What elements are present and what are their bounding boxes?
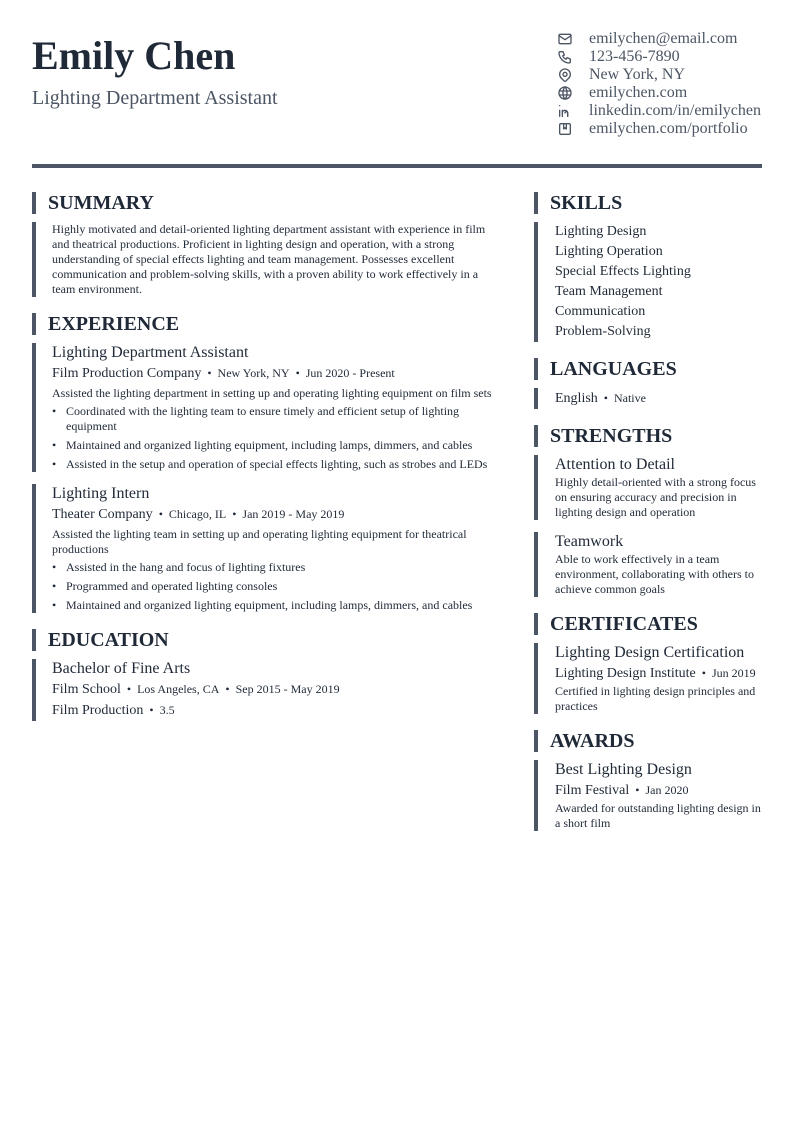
contact-location (557, 66, 777, 84)
contact-email-text: emilychen@email.com (589, 30, 738, 47)
job-company: Film Production Company (52, 366, 202, 381)
list-item: • Assisted in the setup and operation of special effects lighting, such as strobes and LEDs (52, 457, 498, 472)
list-item: Special Effects Lighting (555, 264, 691, 279)
job-meta (52, 363, 498, 384)
education-school: Film School (52, 682, 121, 697)
certificate-entry (534, 643, 762, 714)
separator-dot: • (295, 366, 300, 380)
education-field-row (52, 700, 498, 721)
contact-linkedin[interactable] (557, 102, 777, 120)
summary-text: Highly motivated and detail-oriented lighting department assistant with experience in film and theatrical productions. Proficient in lighting design and operation, with a strong understanding of special effects lighting and team management. Possesses excellent communication and problem-solving skills, with a proven ability to work effectively in a team environment. (52, 222, 486, 296)
job-position: Lighting Intern (52, 485, 150, 502)
contact-email[interactable] (557, 30, 777, 48)
award-issuer: Film Festival (555, 783, 630, 798)
language-row (555, 388, 762, 409)
language-name: English (555, 391, 598, 406)
separator-dot: • (635, 783, 640, 797)
globe-icon (557, 85, 573, 101)
contact-phone-text: 123-456-7890 (589, 48, 680, 65)
job-dates: Jun 2020 - Present (305, 366, 395, 380)
languages-section (534, 388, 762, 409)
education-gpa: 3.5 (159, 703, 175, 717)
summary-heading: SUMMARY (32, 192, 498, 214)
strength-name: Teamwork (555, 533, 624, 550)
contact-portfolio-text: emilychen.com/portfolio (589, 120, 748, 137)
experience-entry (32, 484, 498, 613)
contact-location-text: New York, NY (589, 66, 686, 83)
languages-heading: LANGUAGES (534, 358, 762, 380)
skills-heading: SKILLS (534, 192, 762, 214)
certificates-heading: CERTIFICATES (534, 613, 762, 635)
list-item: Lighting Design (555, 224, 647, 239)
strength-name: Attention to Detail (555, 456, 675, 473)
certificate-meta (555, 663, 762, 684)
education-entry (32, 659, 498, 721)
contact-portfolio[interactable] (557, 120, 777, 138)
contact-website[interactable] (557, 84, 777, 102)
certificate-date: Jun 2019 (711, 666, 756, 680)
candidate-name: Emily Chen (32, 33, 236, 78)
education-meta (52, 679, 498, 700)
separator-dot: • (225, 682, 230, 696)
job-description: Assisted the lighting department in setting up and operating lighting equipment on film sets (52, 386, 492, 400)
list-item: Problem-Solving (555, 324, 651, 339)
certificate-issuer: Lighting Design Institute (555, 666, 696, 681)
portfolio-icon (557, 121, 573, 137)
job-location: New York, NY (217, 366, 290, 380)
awards-heading: AWARDS (534, 730, 762, 752)
separator-dot: • (158, 507, 163, 521)
award-name: Best Lighting Design (555, 761, 692, 778)
job-location: Chicago, IL (168, 507, 227, 521)
language-level: Native (613, 391, 646, 405)
strength-description: Able to work effectively in a team environment, collaborating with others to achieve common goals (555, 552, 754, 596)
job-bullets (52, 404, 498, 472)
separator-dot: • (701, 666, 706, 680)
separator-dot: • (232, 507, 237, 521)
candidate-title: Lighting Department Assistant (32, 87, 278, 109)
strength-entry (534, 532, 762, 597)
list-item: Lighting Operation (555, 244, 663, 259)
award-date: Jan 2020 (645, 783, 689, 797)
job-meta (52, 504, 498, 525)
map-pin-icon (557, 67, 573, 83)
contact-website-text: emilychen.com (589, 84, 688, 101)
education-dates: Sep 2015 - May 2019 (235, 682, 340, 696)
main-column (32, 192, 498, 721)
education-degree: Bachelor of Fine Arts (52, 660, 191, 677)
skills-section (534, 222, 762, 342)
list-item: • Maintained and organized lighting equipment, including lamps, dimmers, and cables (52, 598, 498, 613)
side-column (534, 192, 762, 831)
certificate-name: Lighting Design Certification (555, 644, 745, 661)
award-entry (534, 760, 762, 831)
education-field: Film Production (52, 703, 144, 718)
list-item: • Programmed and operated lighting consoles (52, 579, 498, 594)
mail-icon (557, 31, 573, 47)
job-position: Lighting Department Assistant (52, 344, 249, 361)
list-item: • Assisted in the hang and focus of lighting fixtures (52, 560, 498, 575)
phone-icon (557, 49, 573, 65)
experience-heading: EXPERIENCE (32, 313, 498, 335)
separator-dot: • (149, 703, 154, 717)
job-dates: Jan 2019 - May 2019 (242, 507, 345, 521)
list-item: Communication (555, 304, 646, 319)
separator-dot: • (207, 366, 212, 380)
education-location: Los Angeles, CA (137, 682, 220, 696)
list-item: Team Management (555, 284, 663, 299)
summary-section (32, 222, 498, 297)
resume-header (32, 30, 762, 142)
contact-linkedin-text: linkedin.com/in/emilychen (589, 102, 761, 119)
job-bullets (52, 560, 498, 613)
header-divider (32, 164, 762, 168)
certificate-description: Certified in lighting design principles and practices (555, 684, 756, 713)
linkedin-icon (557, 103, 573, 119)
strength-description: Highly detail-oriented with a strong focus on ensuring accuracy and precision in lighting design and operation (555, 475, 756, 519)
contact-phone[interactable] (557, 48, 777, 66)
contact-list (557, 30, 777, 138)
job-description: Assisted the lighting team in setting up and operating lighting equipment for theatrical productions (52, 527, 467, 556)
education-heading: EDUCATION (32, 629, 498, 651)
job-company: Theater Company (52, 507, 153, 522)
list-item: • Coordinated with the lighting team to ensure timely and efficient setup of lighting equipment (52, 404, 498, 434)
separator-dot: • (126, 682, 132, 696)
separator-dot: • (603, 391, 608, 405)
award-meta (555, 780, 762, 801)
experience-entry (32, 343, 498, 472)
list-item: • Maintained and organized lighting equipment, including lamps, dimmers, and cables (52, 438, 498, 453)
award-description: Awarded for outstanding lighting design in a short film (555, 801, 761, 830)
strengths-heading: STRENGTHS (534, 425, 762, 447)
strength-entry (534, 455, 762, 520)
